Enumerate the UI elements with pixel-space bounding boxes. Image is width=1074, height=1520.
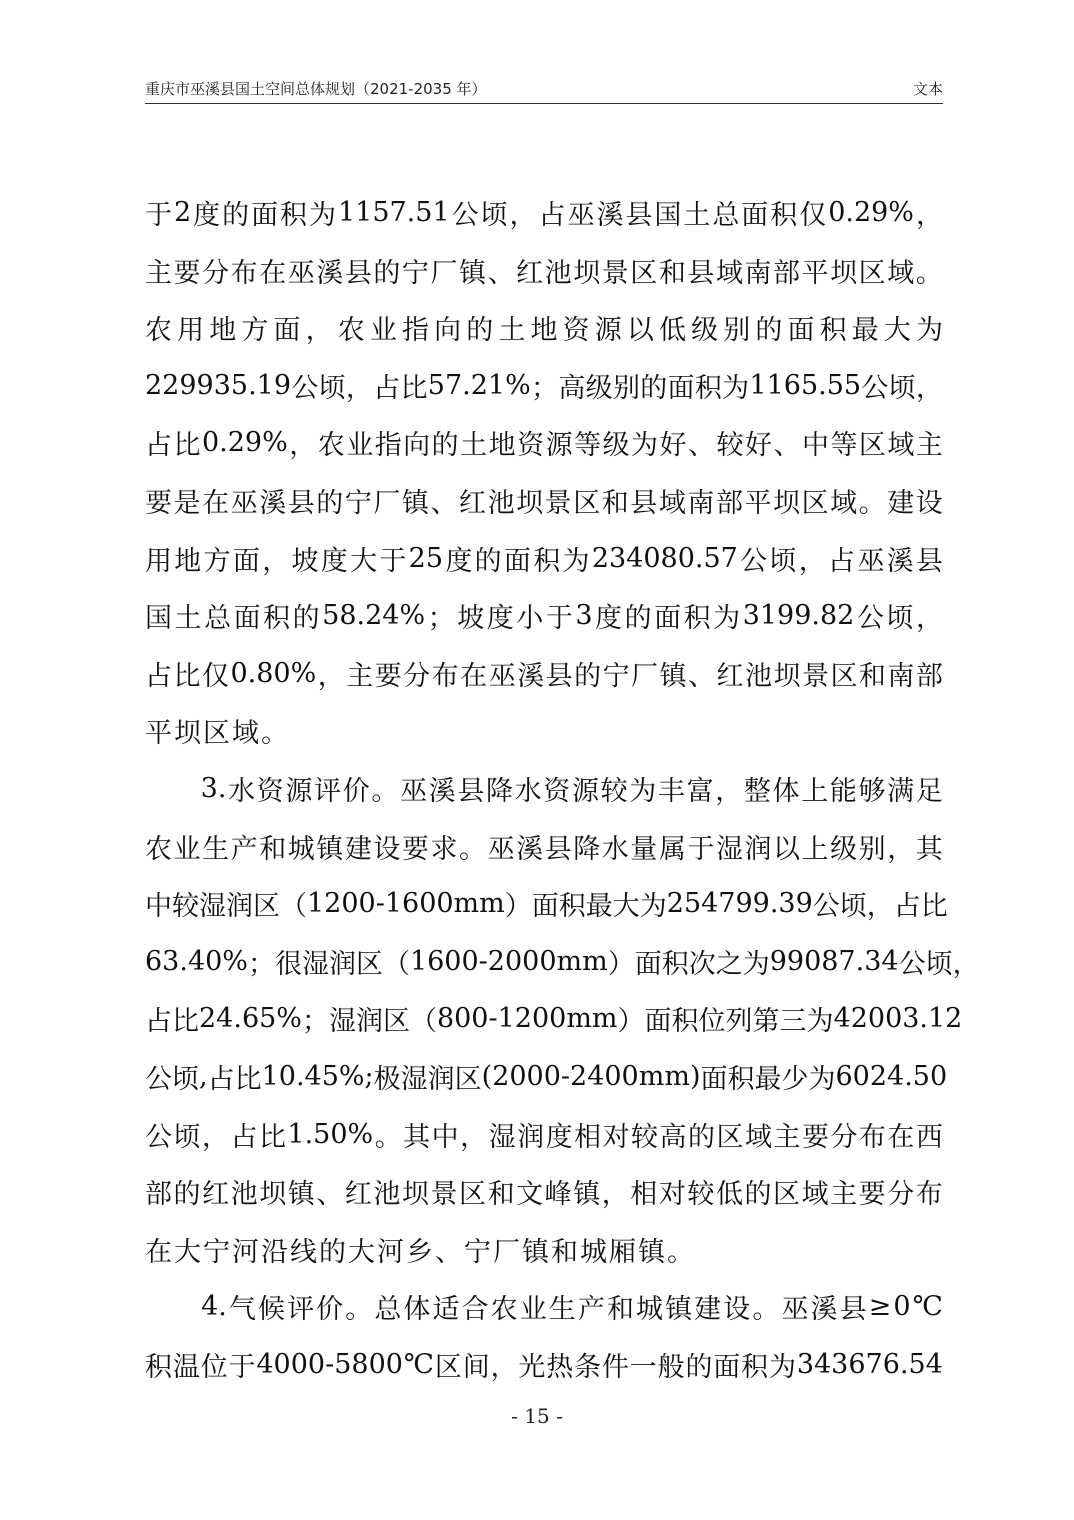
text-line: 主 要 分 布 在 巫 溪 县 的 宁 厂 镇 、 红 池 坝 景 区 和 县 域 南 部 平 坝 区 域 。 [145, 257, 943, 289]
page-number: - 15 - [511, 1404, 563, 1428]
document-title: 重庆市巫溪县国土空间总体规划（2021-2035 年） [145, 80, 487, 98]
text-line: 在 大 宁 河 沿 线 的 大 河 乡 、 宁 厂 镇 和 城 厢 镇 。 [145, 1236, 694, 1268]
text-line: 229935.19 公 顷 ， 占 比 57.21% ； 高 级 别 的 面 积 为 1165.55 公 顷 ， [145, 369, 943, 404]
text-line: 占 比 24.65% ； 湿 润 区 （ 800-1200mm ） 面 积 位 列 第 三 为 42003.12 [145, 1003, 963, 1038]
text-line: 农 业 生 产 和 城 镇 建 设 要 求 。 巫 溪 县 降 水 量 属 于 湿 润 以 上 级 别 ， 其 [145, 833, 943, 865]
text-line: 3. 水 资 源 评 价 。 巫 溪 县 降 水 资 源 较 为 丰 富 ， 整 体 上 能 够 满 足 [200, 772, 943, 807]
text-line: 公 顷 ， 占 比 1.50% 。 其 中 ， 湿 润 度 相 对 较 高 的 区 域 主 要 分 布 在 西 [145, 1118, 943, 1153]
text-line: 部 的 红 池 坝 镇 、 红 池 坝 景 区 和 文 峰 镇 ， 相 对 较 低 的 区 域 主 要 分 布 [145, 1179, 943, 1211]
text-line: 公 顷 , 占 比 10.45%; 极 湿 润 区 (2000-2400mm) 面 积 最 少 为 6024.50 [145, 1060, 948, 1095]
text-line: 平 坝 区 域 。 [145, 718, 288, 750]
text-line: 于 2 度 的 面 积 为 1157.51 公 顷 ， 占 巫 溪 县 国 土 总 面 积 仅 0.29% ， [145, 197, 943, 231]
section-label: 文本 [912, 80, 943, 98]
text-line: 国 土 总 面 积 的 58.24% ； 坡 度 小 于 3 度 的 面 积 为 3199.82 公 顷 ， [145, 600, 943, 635]
text-line: 用 地 方 面 ， 坡 度 大 于 25 度 的 面 积 为 234080.57 公 顷 ， 占 巫 溪 县 [145, 542, 943, 577]
text-line: 4. 气 候 评 价 。 总 体 适 合 农 业 生 产 和 城 镇 建 设 。 巫 溪 县 ≥ 0 ℃ [201, 1291, 943, 1326]
text-line: 63.40% ； 很 湿 润 区 （ 1600-2000mm ） 面 积 次 之 为 99087.34 公 顷 ， [145, 945, 980, 980]
header-divider [145, 103, 943, 104]
body-text [145, 188, 980, 1397]
text-line: 占 比 0.29% ， 农 业 指 向 的 土 地 资 源 等 级 为 好 、 较 好 、 中 等 区 域 主 [145, 427, 943, 462]
text-line: 积 温 位 于 4000-5800 ℃ 区 间 ， 光 热 条 件 一 般 的 面 积 为 343676.54 [145, 1348, 943, 1383]
text-line: 要 是 在 巫 溪 县 的 宁 厂 镇 、 红 池 坝 景 区 和 县 域 南 部 平 坝 区 域 。 建 设 [145, 487, 943, 519]
page-header [145, 74, 943, 104]
text-line: 中 较 湿 润 区 （ 1200-1600mm ） 面 积 最 大 为 254799.39 公 顷 ， 占 比 [145, 888, 948, 923]
text-line: 占 比 仅 0.80% ， 主 要 分 布 在 巫 溪 县 的 宁 厂 镇 、 红 池 坝 景 区 和 南 部 [145, 657, 943, 692]
text-line: 农 用 地 方 面 ， 农 业 指 向 的 土 地 资 源 以 低 级 别 的 面 积 最 大 为 [145, 315, 943, 347]
